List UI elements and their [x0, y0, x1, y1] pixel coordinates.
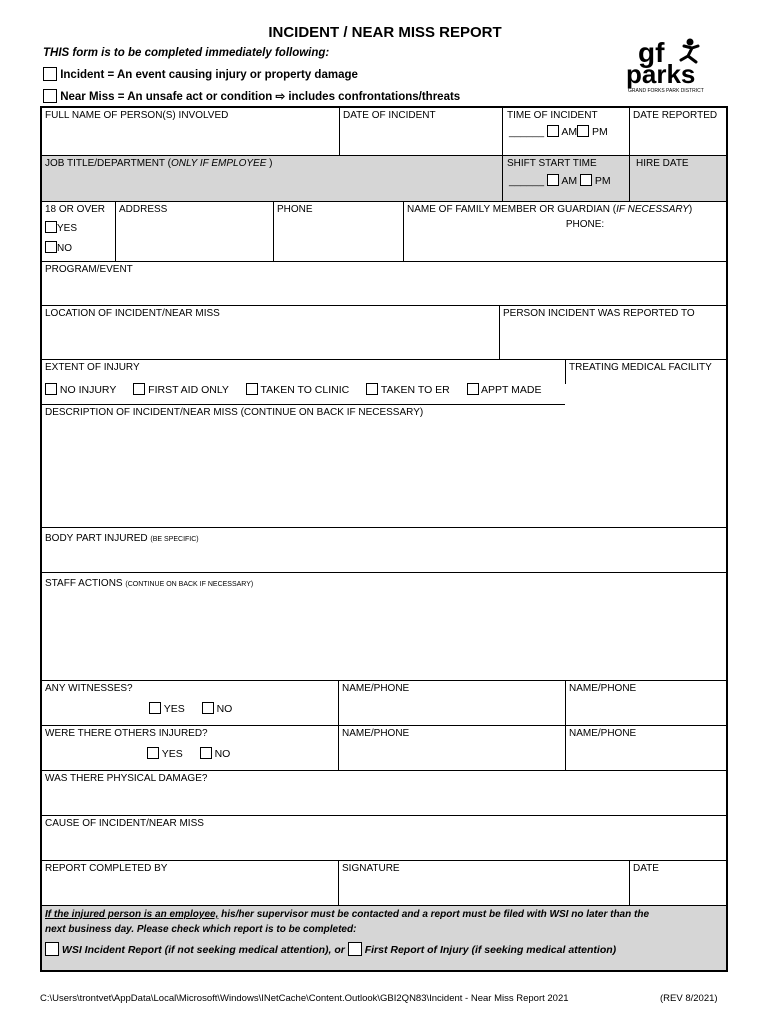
date-of-incident-label: DATE OF INCIDENT [343, 110, 436, 121]
witness-1-label: NAME/PHONE [342, 683, 410, 694]
job-title-note: ONLY IF EMPLOYEE [170, 158, 267, 169]
signature-field[interactable] [339, 861, 630, 906]
note-rest: his/her supervisor must be contacted and a report must be filed with WSI no later than the [218, 909, 649, 920]
near-miss-checkbox[interactable] [43, 89, 57, 103]
body-part-note: (BE SPECIFIC) [150, 536, 199, 543]
time-blank: ______ [509, 125, 545, 138]
witnesses-no-label: NO [216, 702, 233, 715]
er-label: TAKEN TO ER [380, 384, 450, 396]
injured-2-label: NAME/PHONE [569, 728, 637, 739]
shift-pm-label: PM [594, 174, 611, 187]
time-am-checkbox[interactable] [547, 125, 559, 137]
completed-by-field[interactable] [42, 861, 339, 906]
shift-start-label: SHIFT START TIME [507, 158, 597, 169]
arrow-right-icon: ⇨ [275, 91, 286, 103]
cause-label: CAUSE OF INCIDENT/NEAR MISS [45, 818, 204, 829]
shift-blank: ______ [509, 174, 545, 187]
completed-by-label: REPORT COMPLETED BY [45, 863, 168, 874]
date-reported-label: DATE REPORTED [633, 110, 718, 121]
staff-actions-label: STAFF ACTIONS [45, 578, 123, 589]
others-yes-checkbox[interactable] [147, 747, 159, 759]
first-aid-label: FIRST AID ONLY [148, 384, 229, 396]
incident-checkbox[interactable] [43, 67, 57, 81]
job-title-label: JOB TITLE/DEPARTMENT ( [45, 158, 171, 169]
first-report-checkbox[interactable] [348, 942, 362, 956]
over18-no-label: NO [57, 243, 72, 254]
over18-no-checkbox[interactable] [45, 241, 57, 253]
injured-1-label: NAME/PHONE [342, 728, 410, 739]
program-event-field[interactable] [42, 262, 726, 306]
physical-damage-label: WAS THERE PHYSICAL DAMAGE? [45, 773, 208, 784]
file-path: C:\Users\trontvet\AppData\Local\Microsoft\Windows\INetCache\Content.Outlook\GBI2QN83\Incident - Near Miss Report 2021 [40, 993, 569, 1004]
wsi-report-label: WSI Incident Report (if not seeking medical attention), or [61, 944, 345, 956]
guardian-paren: ) [688, 204, 693, 215]
location-label: LOCATION OF INCIDENT/NEAR MISS [45, 308, 220, 319]
note-lead: If the injured person is an employee, [45, 909, 219, 920]
intro-nearmiss [43, 89, 460, 103]
witness-2-label: NAME/PHONE [569, 683, 637, 694]
body-part-field[interactable] [42, 528, 726, 573]
over18-yes-checkbox[interactable] [45, 221, 57, 233]
completed-date-label: DATE [633, 863, 659, 874]
form-title: INCIDENT / NEAR MISS REPORT [268, 24, 502, 41]
logo-tagline: GRAND FORKS PARK DISTRICT [628, 88, 704, 94]
signature-label: SIGNATURE [342, 863, 400, 874]
shift-start-field[interactable] [503, 156, 630, 202]
eighteen-label: 18 OR OVER [45, 204, 106, 215]
intro-incident [43, 67, 358, 81]
er-checkbox[interactable] [366, 383, 378, 395]
description-field[interactable] [42, 405, 726, 528]
phone-field[interactable] [274, 202, 404, 262]
shift-am-checkbox[interactable] [547, 174, 559, 186]
witnesses-yes-label: YES [163, 702, 185, 715]
clinic-checkbox[interactable] [246, 383, 258, 395]
reported-to-label: PERSON INCIDENT WAS REPORTED TO [503, 308, 695, 319]
others-no-checkbox[interactable] [200, 747, 212, 759]
witnesses-no-checkbox[interactable] [202, 702, 214, 714]
guardian-phone-label: PHONE: [565, 218, 605, 230]
first-report-label: First Report of Injury (if seeking medical attention) [364, 944, 617, 956]
full-name-field[interactable] [42, 108, 340, 156]
logo-top-text: gf [638, 37, 665, 68]
witnesses-yes-checkbox[interactable] [149, 702, 161, 714]
witnesses-label: ANY WITNESSES? [45, 683, 133, 694]
shift-am-label: AM [561, 174, 578, 187]
completed-date-field[interactable] [630, 861, 726, 906]
phone-label: PHONE [277, 204, 313, 215]
shift-pm-checkbox[interactable] [580, 174, 592, 186]
job-title-paren: ) [266, 158, 273, 169]
over18-yes-label: YES [57, 222, 78, 234]
extent-options [45, 383, 556, 396]
eighteen-or-over-field [42, 202, 116, 262]
extent-label: EXTENT OF INJURY [45, 362, 140, 373]
staff-actions-note: (CONTINUE ON BACK IF NECESSARY) [125, 581, 254, 588]
first-aid-checkbox[interactable] [133, 383, 145, 395]
date-of-incident-field[interactable] [340, 108, 503, 156]
clinic-label: TAKEN TO CLINIC [260, 384, 350, 396]
address-field[interactable] [116, 202, 274, 262]
others-injured-field [42, 726, 339, 771]
job-title-field[interactable] [42, 156, 503, 202]
cause-field[interactable] [42, 816, 726, 861]
location-field[interactable] [42, 306, 500, 360]
wsi-report-checkbox[interactable] [45, 942, 59, 956]
incident-form [40, 106, 728, 972]
staff-actions-field[interactable] [42, 573, 726, 681]
description-label: DESCRIPTION OF INCIDENT/NEAR MISS (CONTINUE ON BACK IF NECESSARY) [45, 407, 424, 418]
address-label: ADDRESS [119, 204, 168, 215]
witnesses-field [42, 681, 339, 726]
date-reported-field[interactable] [630, 108, 726, 156]
logo-bottom-text: parks [626, 59, 696, 89]
witness-name-phone-1[interactable] [339, 681, 566, 726]
others-yes-label: YES [161, 747, 183, 760]
guardian-label: NAME OF FAMILY MEMBER OR GUARDIAN ( [407, 204, 617, 215]
gf-parks-logo [626, 36, 722, 94]
appt-checkbox[interactable] [467, 383, 479, 395]
intro-text: THIS form is to be completed immediately following: [43, 47, 330, 59]
intro-line [43, 47, 329, 59]
full-name-label: FULL NAME OF PERSON(S) INVOLVED [45, 110, 229, 121]
treating-facility-field[interactable] [565, 360, 726, 384]
near-miss-detail: includes confrontations/threats [288, 91, 461, 103]
injured-name-phone-2[interactable] [566, 726, 726, 771]
time-pm-label: PM [591, 125, 608, 138]
time-of-incident-field[interactable] [503, 108, 630, 156]
hire-date-field[interactable] [630, 156, 726, 202]
near-miss-label: Near Miss = An unsafe act or condition [60, 91, 273, 103]
guardian-field[interactable] [404, 202, 726, 262]
body-part-label: BODY PART INJURED [45, 533, 148, 544]
witness-name-phone-2[interactable] [566, 681, 726, 726]
treating-label: TREATING MEDICAL FACILITY [569, 362, 712, 373]
no-injury-checkbox[interactable] [45, 383, 57, 395]
reported-to-field[interactable] [500, 306, 726, 360]
hire-date-label: HIRE DATE [636, 158, 689, 169]
supervisor-note [42, 906, 726, 970]
note-line2: next business day. Please check which report is to be completed: [45, 923, 357, 935]
injured-name-phone-1[interactable] [339, 726, 566, 771]
appt-label: APPT MADE [481, 384, 542, 396]
time-of-incident-label: TIME OF INCIDENT [507, 110, 598, 121]
physical-damage-field[interactable] [42, 771, 726, 816]
time-pm-checkbox[interactable] [577, 125, 589, 137]
program-event-label: PROGRAM/EVENT [45, 264, 133, 275]
time-am-label: AM [561, 125, 578, 138]
revision-label: (REV 8/2021) [660, 993, 718, 1004]
guardian-note: IF NECESSARY [616, 204, 689, 215]
no-injury-label: NO INJURY [59, 384, 117, 396]
others-no-label: NO [214, 747, 231, 760]
others-injured-label: WERE THERE OTHERS INJURED? [45, 728, 208, 739]
incident-label: Incident = An event causing injury or property damage [60, 69, 358, 81]
